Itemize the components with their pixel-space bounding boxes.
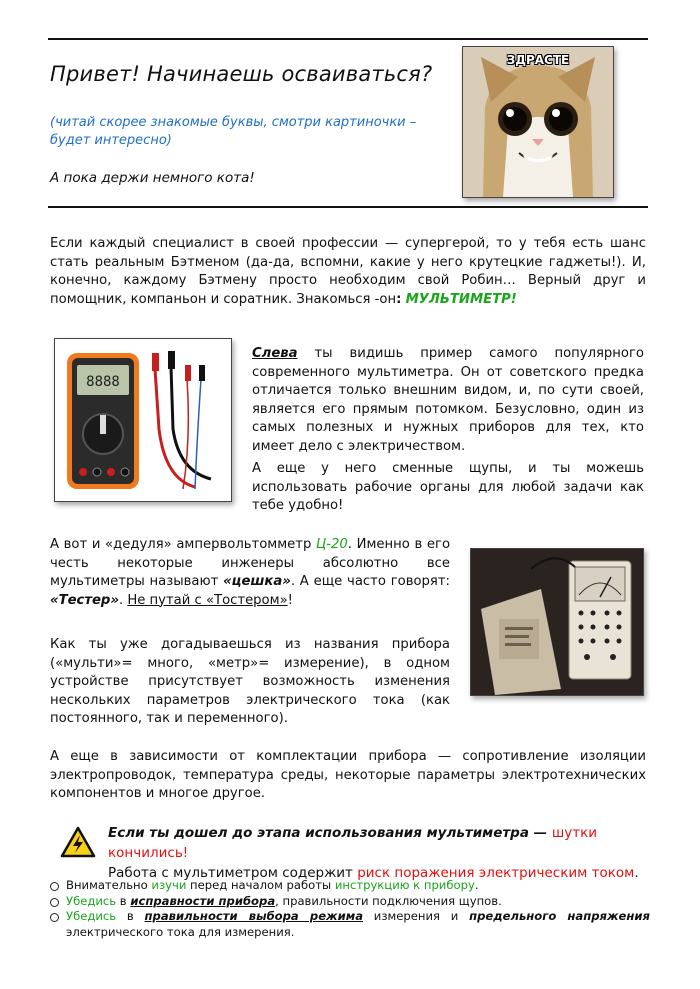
nickname-tester: «Тестер» (50, 592, 119, 608)
rule2-text-d: , правильности подключения щупов. (275, 893, 502, 908)
probes-paragraph: А еще у него сменные щупы, и ты можешь использовать рабочие органы для любой задачи как тебе удобно! (252, 461, 644, 513)
list-item (50, 909, 650, 940)
tester-text-1: А вот и «дедуля» ампервольтомметр (50, 537, 316, 552)
list-item (50, 894, 650, 910)
additional-features-paragraph: А еще в зависимости от комплектации прибора — сопротивление изоляции электропроводок, температура среды, некоторые параметры электротехнических компонентов и многое другое. (50, 749, 646, 801)
warning-text-end: . (634, 865, 639, 881)
rule3-text-b: в (116, 909, 145, 923)
warning-no-jokes: шутки кончились! (108, 825, 597, 861)
cat-illustration (463, 47, 613, 197)
rule3-text-d: измерения и (363, 909, 470, 923)
rule3-mode-selection: правильности выбора режима (144, 909, 364, 923)
cat-line: А пока держи немного кота! (50, 170, 255, 186)
header-bottom-rule (48, 206, 648, 208)
modern-multimeter-description (252, 345, 644, 456)
modern-multimeter-picture (54, 338, 232, 502)
list-item (50, 878, 650, 894)
warning-line-1 (108, 823, 648, 863)
rule2-text-b: в (116, 893, 131, 908)
cat-caption: ЗДРАСТЕ (506, 53, 570, 67)
left-word: Слева (252, 346, 298, 361)
rule2-device-health: исправности прибора (130, 893, 276, 908)
safety-rules-list (50, 878, 650, 940)
tester-illustration (471, 549, 643, 695)
rule2-make-sure: Убедись (66, 893, 117, 908)
top-rule (48, 38, 648, 40)
rule1-text-a: Внимательно (66, 878, 152, 892)
intro-paragraph (50, 235, 646, 309)
tester-text-4: . (118, 592, 128, 608)
modern-text: ты видишь пример самого популярного современного мультиметра. Он от советского предка отличается только внешним видом, и, по сути своей, является его прямым потомком. Безусловно, один из самых полезных и нужных приборов для тех, кто имеет дело с электричеством. (252, 346, 644, 454)
tester-text-2: . Именно в его честь некоторые инженеры абсолютно все мультиметры называют (50, 537, 451, 589)
multimeter-highlight: МУЛЬТИМЕТР! (405, 291, 517, 307)
rule1-instructions: инструкцию к прибору (334, 878, 475, 892)
rule3-make-sure: Убедись (66, 909, 117, 923)
high-voltage-warning-icon (60, 826, 96, 862)
rule3-voltage-limit: предельного напряжения (469, 909, 650, 923)
toaster-joke: Не путай с «Тостером» (127, 592, 288, 608)
rule3-text-f: электрического тока для измерения. (66, 924, 295, 939)
page-subtitle: (читай скорее знакомые буквы, смотри картиночки – будет интересно) (50, 115, 417, 148)
intro-colon: : (396, 291, 402, 307)
tester-paragraph (50, 536, 450, 610)
warning-risk: риск поражения электрическим током (357, 865, 635, 881)
cat-picture (462, 46, 614, 198)
tester-model: Ц-20 (315, 537, 348, 552)
multimeter-illustration (55, 339, 231, 501)
warning-text-1: Если ты дошел до этапа использования мультиметра — (108, 825, 552, 841)
rule1-study: изучи (151, 878, 187, 892)
tester-text-5: ! (287, 592, 293, 608)
nickname-cheshka: «цешка» (223, 574, 291, 589)
warning-text-2: Работа с мультиметром содержит (108, 865, 358, 881)
svg-text:8888: 8888 (86, 374, 120, 390)
rule1-text-c: перед началом работы (186, 878, 335, 892)
intro-text: Если каждый специалист в своей профессии — супергерой, то у тебя есть шанс стать реальным Бэтменом (да-да, вспомни, какие у него крутецкие гаджеты!). И, конечно, каждому Бэтмену просто необходим свой Робин… Верный друг и помощник, компаньон и соратник. Знакомься -он (50, 236, 646, 307)
soviet-tester-picture (470, 548, 644, 696)
safety-warning (108, 823, 648, 883)
page-title: Привет! Начинаешь осваиваться? (50, 62, 433, 86)
tester-text-3: . А еще часто говорят: (290, 574, 450, 589)
rule1-text-e: . (474, 878, 479, 892)
multi-meaning-paragraph: Как ты уже догадываешься из названия прибора («мульти»= много, «метр»= измерение), в одном устройстве присутствует возможность изменения нескольких параметров электрического тока (как постоянного, так и переменного). (50, 637, 450, 726)
